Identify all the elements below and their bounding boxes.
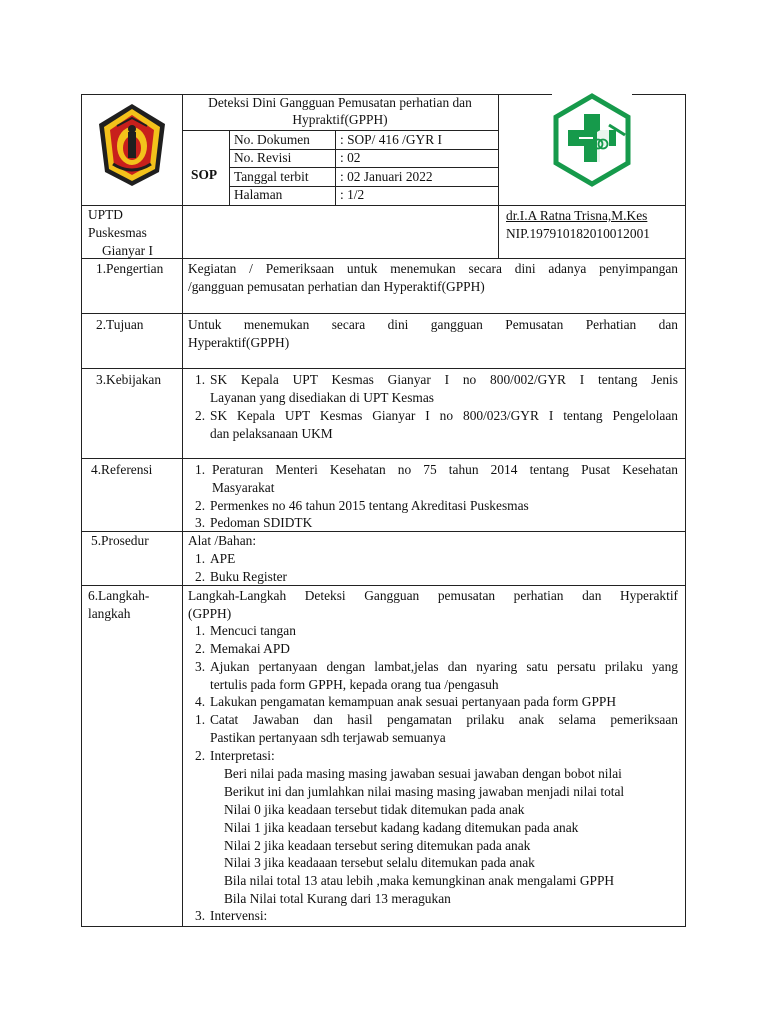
prosedur-item-number: 1.	[195, 551, 206, 566]
field-value-halaman: : 1/2	[340, 187, 365, 202]
pengertian-text-line-2: /gangguan pemusatan perhatian dan Hyperaktif(GPPH)	[188, 279, 485, 294]
prosedur-item-ape: APE	[210, 551, 236, 566]
table-divider-logo-column	[498, 94, 499, 258]
step-number: 4.	[195, 694, 206, 709]
langkah-intro-line-2: (GPPH)	[188, 606, 232, 621]
kebijakan-item-2-line-1: SK Kepala UPT Kesmas Gianyar I no 800/023/GYR I tentang Pengelolaan	[210, 408, 678, 423]
step-number: 3.	[195, 908, 206, 923]
org-name-line-1: UPTD	[88, 207, 123, 222]
tujuan-text-line-1: Untuk menemukan secara dini gangguan Pemusatan Perhatian dan	[188, 317, 678, 332]
referensi-item-number: 2.	[195, 498, 206, 513]
step-mencuci-tangan: Mencuci tangan	[210, 623, 296, 638]
interpretasi-line: Nilai 2 jika keadaan tersebut sering ditemukan pada anak	[224, 838, 531, 853]
field-label-halaman: Halaman	[234, 187, 283, 202]
kebijakan-item-number: 2.	[195, 408, 206, 423]
interpretasi-line: Nilai 0 jika keadaan tersebut tidak ditemukan pada anak	[224, 802, 525, 817]
pengertian-text-line-1: Kegiatan / Pemeriksaan untuk menemukan secara dini adanya penyimpangan	[188, 261, 678, 276]
field-label-no-dokumen: No. Dokumen	[234, 132, 310, 147]
table-border-bottom	[81, 926, 686, 927]
document-title-line-1: Deteksi Dini Gangguan Pemusatan perhatian dan	[208, 95, 472, 110]
interpretasi-line: Nilai 3 jika keadaaan tersebut selalu ditemukan pada anak	[224, 855, 535, 870]
table-border-left	[81, 94, 82, 926]
signatory-name: dr.I.A Ratna Trisna,M.Kes	[506, 208, 648, 223]
kebijakan-item-1-line-1: SK Kepala UPT Kesmas Gianyar I no 800/002/GYR I tentang Jenis	[210, 372, 678, 387]
section-divider	[81, 458, 686, 459]
table-border-right	[685, 94, 686, 926]
interpretasi-line: Beri nilai pada masing masing jawaban sesuai jawaban dengan bobot nilai	[224, 766, 622, 781]
step-number: 3.	[195, 659, 206, 674]
sop-label: SOP	[191, 167, 218, 182]
table-divider-label-column	[182, 94, 183, 926]
org-name-line-3: Gianyar I	[102, 243, 153, 258]
section-label-kebijakan: 3.Kebijakan	[96, 372, 162, 387]
field-value-tanggal-terbit: : 02 Januari 2022	[340, 169, 433, 184]
tujuan-text-line-2: Hyperaktif(GPPH)	[188, 335, 290, 350]
prosedur-item-buku-register: Buku Register	[210, 569, 287, 584]
referensi-item-1-line-2: Masyarakat	[212, 480, 275, 495]
field-value-no-revisi: : 02	[340, 150, 361, 165]
field-label-tanggal-terbit: Tanggal terbit	[234, 169, 309, 184]
document-title-line-2: Hypraktif(GPPH)	[292, 112, 388, 127]
section-label-langkah-line-1: 6.Langkah-	[88, 588, 150, 603]
section-label-tujuan: 2.Tujuan	[96, 317, 144, 332]
section-divider	[81, 585, 686, 586]
field-value-no-dokumen: : SOP/ 416 /GYR I	[340, 132, 442, 147]
section-divider	[81, 258, 686, 259]
interpretasi-line: Berikut ini dan jumlahkan nilai masing masing jawaban menjadi nilai total	[224, 784, 625, 799]
step-intervensi: Intervensi:	[210, 908, 268, 923]
step-number: 2.	[195, 641, 206, 656]
section-divider	[81, 313, 686, 314]
section-label-langkah-line-2: langkah	[88, 606, 131, 621]
step-interpretasi: Interpretasi:	[210, 748, 275, 763]
prosedur-item-number: 2.	[195, 569, 206, 584]
kebijakan-item-1-line-2: Layanan yang disediakan di UPT Kesmas	[210, 390, 434, 405]
referensi-item-number: 1.	[195, 462, 206, 477]
section-label-pengertian: 1.Pengertian	[96, 261, 164, 276]
section-divider	[81, 531, 686, 532]
prosedur-intro: Alat /Bahan:	[188, 533, 257, 548]
step-catat-jawaban-line-1: Catat Jawaban dan hasil pengamatan prilaku anak selama pemeriksaan	[210, 712, 678, 727]
referensi-item-2: Permenkes no 46 tahun 2015 tentang Akreditasi Puskesmas	[210, 498, 529, 513]
kebijakan-item-2-line-2: dan pelaksanaan UKM	[210, 426, 333, 441]
langkah-intro-line-1: Langkah-Langkah Deteksi Gangguan pemusatan perhatian dan Hyperaktif	[188, 588, 678, 603]
step-number: 1.	[195, 712, 206, 727]
section-label-referensi: 4.Referensi	[91, 462, 153, 477]
referensi-item-3: Pedoman SDIDTK	[210, 515, 313, 530]
interpretasi-line: Bila nilai total 13 atau lebih ,maka kemungkinan anak mengalami GPPH	[224, 873, 615, 888]
kebijakan-item-number: 1.	[195, 372, 206, 387]
header-bottom-divider	[81, 205, 686, 206]
field-label-no-revisi: No. Revisi	[234, 150, 292, 165]
interpretasi-line: Bila Nilai total Kurang dari 13 meragukan	[224, 891, 451, 906]
step-memakai-apd: Memakai APD	[210, 641, 290, 656]
step-number: 1.	[195, 623, 206, 638]
puskesmas-green-cross-logo	[551, 92, 633, 188]
government-crest-logo	[95, 102, 169, 188]
step-ajukan-pertanyaan-line-2: tertulis pada form GPPH, kepada orang tua /pengasuh	[210, 677, 499, 692]
section-divider	[81, 368, 686, 369]
interpretasi-line: Nilai 1 jika keadaan tersebut kadang kadang ditemukan pada anak	[224, 820, 579, 835]
signatory-nip: NIP.197910182010012001	[506, 226, 650, 241]
section-label-prosedur: 5.Prosedur	[91, 533, 149, 548]
table-border-top-right	[632, 94, 686, 95]
step-lakukan-pengamatan: Lakukan pengamatan kemampuan anak sesuai pertanyaan pada form GPPH	[210, 694, 617, 709]
referensi-item-number: 3.	[195, 515, 206, 530]
org-name-line-2: Puskesmas	[88, 225, 147, 240]
referensi-item-1-line-1: Peraturan Menteri Kesehatan no 75 tahun 2014 tentang Pusat Kesehatan	[212, 462, 678, 477]
step-ajukan-pertanyaan-line-1: Ajukan pertanyaan dengan lambat,jelas dan nyaring satu persatu prilaku yang	[210, 659, 678, 674]
step-catat-jawaban-line-2: Pastikan pertanyaan sdh terjawab semuanya	[210, 730, 446, 745]
step-number: 2.	[195, 748, 206, 763]
